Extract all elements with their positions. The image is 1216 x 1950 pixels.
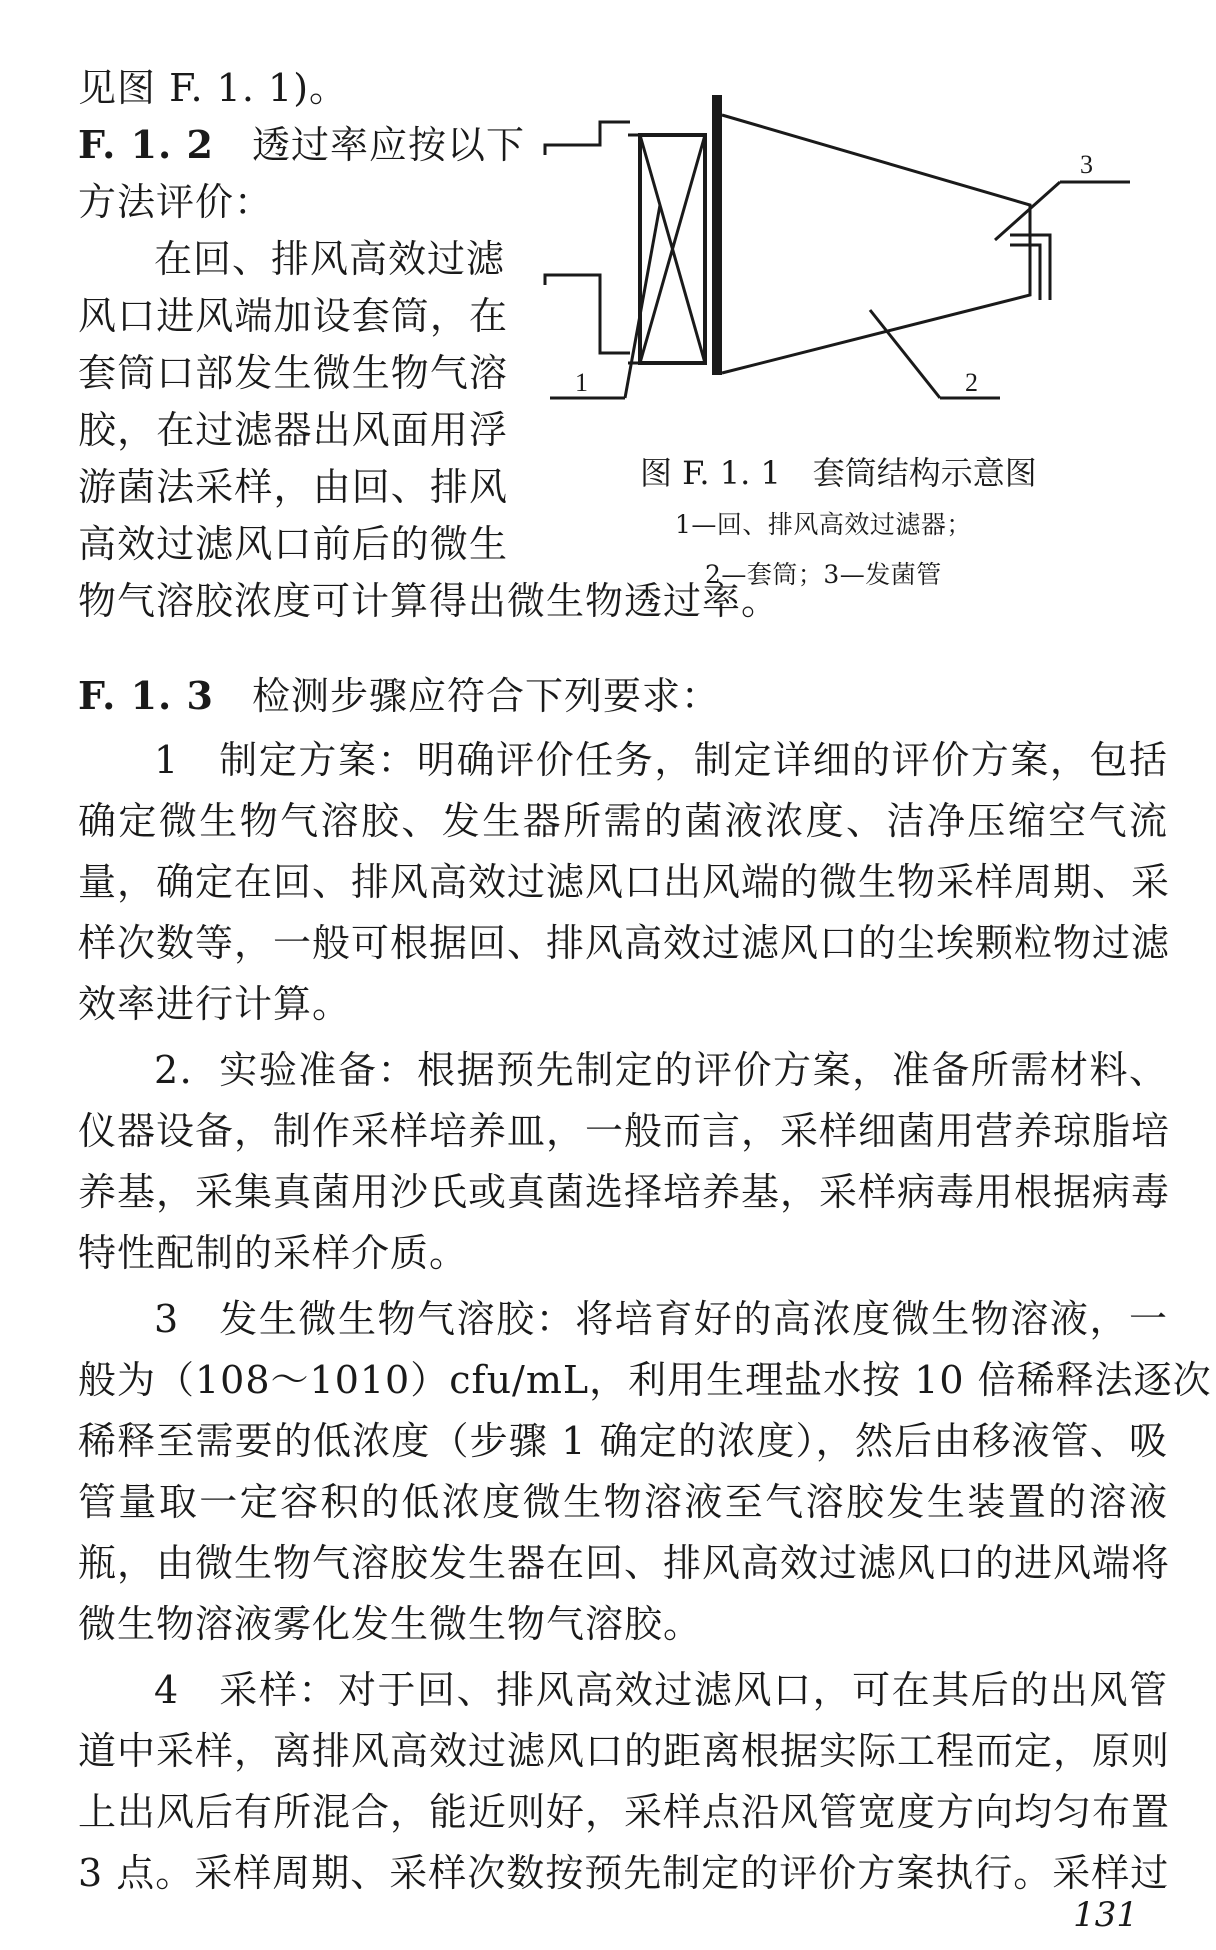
- item4-line-4: 3 点。采样周期、采样次数按预先制定的评价方案执行。采样过: [78, 1851, 1170, 1895]
- item1-line-2: 确定微生物气溶胶、发生器所需的菌液浓度、洁净压缩空气流: [78, 799, 1168, 843]
- item3-line-5: 瓶，由微生物气溶胶发生器在回、排风高效过滤风口的进风端将: [78, 1541, 1171, 1585]
- section-f13-title: 检测步骤应符合下列要求：: [251, 674, 720, 718]
- section-f12-heading: [78, 117, 525, 173]
- wrap-line-5: 游菌法采样，由回、排风: [78, 465, 508, 509]
- item3-line-4: 管量取一定容积的低浓度微生物溶液至气溶胶发生装置的溶液: [78, 1480, 1168, 1524]
- item3-line-2: 般为（108～1010）cfu/mL，利用生理盐水按 10 倍稀释法逐次: [78, 1358, 1212, 1402]
- section-f12-text: 透过率应按以下: [251, 123, 525, 167]
- figure-legend-2: 2—套筒；3—发菌管: [705, 560, 942, 589]
- item3-line-1: 3 发生微生物气溶胶：将培育好的高浓度微生物溶液，一: [154, 1297, 1168, 1341]
- page-number: 131: [1073, 1895, 1138, 1935]
- item1-line-5: 效率进行计算。: [78, 982, 352, 1026]
- figure-label-1: 1: [575, 368, 588, 397]
- section-f13-number: F. 1. 3: [78, 673, 214, 718]
- item1-line-1: 1 制定方案：明确评价任务，制定详细的评价方案，包括: [154, 738, 1168, 782]
- item1-line-4: 样次数等，一般可根据回、排风高效过滤风口的尘埃颗粒物过滤: [78, 921, 1171, 965]
- text-line-intro: 见图 F. 1. 1)。: [78, 66, 349, 110]
- figure-caption: 图 F. 1. 1 套筒结构示意图: [640, 454, 1037, 492]
- item2-line-2: 仪器设备，制作采样培养皿，一般而言，采样细菌用营养琼脂培: [78, 1109, 1171, 1153]
- item4-line-2: 道中采样，离排风高效过滤风口的距离根据实际工程而定，原则: [78, 1729, 1171, 1773]
- wrap-line-2: 风口进风端加设套筒，在: [78, 294, 508, 338]
- section-f12-text-2: 方法评价：: [78, 180, 274, 224]
- item2-line-4: 特性配制的采样介质。: [78, 1231, 469, 1275]
- wrap-line-end: 物气溶胶浓度可计算得出微生物透过率。: [78, 579, 781, 623]
- item1-line-3: 量，确定在回、排风高效过滤风口出风端的微生物采样周期、采: [78, 860, 1171, 904]
- item3-line-6: 微生物溶液雾化发生微生物气溶胶。: [78, 1602, 703, 1646]
- item2-line-1: 2．实验准备：根据预先制定的评价方案，准备所需材料、: [154, 1048, 1168, 1092]
- item4-line-1: 4 采样：对于回、排风高效过滤风口，可在其后的出风管: [154, 1668, 1168, 1712]
- sleeve-structure-diagram: [540, 95, 1150, 425]
- wrap-line-4: 胶，在过滤器出风面用浮: [78, 408, 508, 452]
- item4-line-3: 上出风后有所混合，能近则好，采样点沿风管宽度方向均匀布置: [78, 1790, 1171, 1834]
- wrap-line-6: 高效过滤风口前后的微生: [78, 522, 508, 566]
- wrap-line-3: 套筒口部发生微生物气溶: [78, 351, 508, 395]
- item2-line-3: 养基，采集真菌用沙氏或真菌选择培养基，采样病毒用根据病毒: [78, 1170, 1171, 1214]
- figure-label-2: 2: [965, 368, 978, 397]
- item3-line-3: 稀释至需要的低浓度（步骤 1 确定的浓度），然后由移液管、吸: [78, 1419, 1168, 1463]
- figure-label-3: 3: [1080, 150, 1093, 179]
- section-f12-number: F. 1. 2: [78, 122, 214, 167]
- wrap-line-1: 在回、排风高效过滤: [154, 237, 506, 281]
- section-f13-heading: [78, 668, 720, 724]
- figure-legend-1: 1—回、排风高效过滤器；: [675, 510, 972, 539]
